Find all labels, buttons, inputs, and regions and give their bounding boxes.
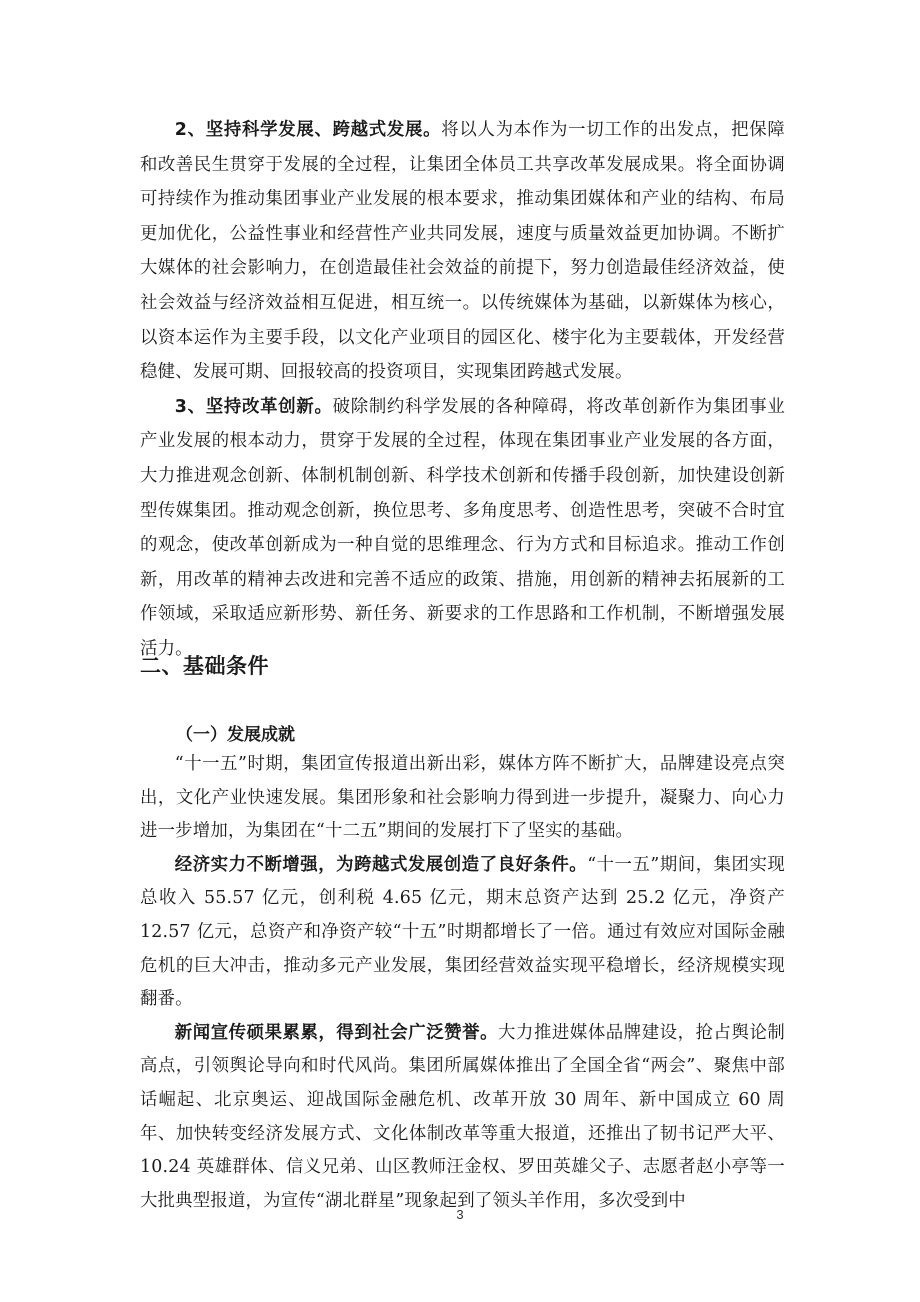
paragraph-principle-2 [140,113,785,390]
principles-section [140,113,785,667]
paragraph-body: 大力推进媒体品牌建设，抢占舆论制高点，引领舆论导向和时代风尚。集团所属媒体推出了全国全省“两会”、聚焦中部话崛起、北京奥运、迎战国际金融危机、改革开放 30 周年、新中国成立 60 周年、加快转变经济发展方式、文化体制改革等重大报道，还推出了韧书记严大平、10.24 英雄群体、信义兄弟、山区教师汪金权、罗田英雄父子、志愿者赵小亭等一大批典型报道，为宣传“湖北群星”现象起到了领头羊作用，多次受到中 [140,1022,786,1211]
paragraph-lead: 经济实力不断增强，为跨越式发展创造了良好条件。 [174,854,588,875]
paragraph-lead: 新闻宣传硕果累累，得到社会广泛赞誉。 [174,1022,499,1043]
section-title: 二、基础条件 [140,654,269,678]
paragraph-body: 破除制约科学发展的各种障碍，将改革创新作为集团事业产业发展的根本动力，贯穿于发展的全过程，体现在集团事业产业发展的各方面，大力推进观念创新、体制机制创新、科学技术创新和传播手段创新，加快建设创新型传媒集团。推动观念创新，换位思考、多角度思考、创造性思考，突破不合时宜的观念，使改革创新成为一种自觉的思维理念、行为方式和目标追求。推动工作创新，用改革的精神去改进和完善不适应的政策、措施，用创新的精神去拓展新的工作领域，采取适应新形势、新任务、新要求的工作思路和工作机制，不断增强发展活力。 [140,396,785,659]
paragraph-news [140,1017,785,1219]
achievements-section [140,748,785,1218]
subsection-title: （一）发展成就 [176,725,295,745]
paragraph-economy [140,849,785,1017]
paragraph-principle-3 [140,390,785,667]
paragraph-body: “十一五”时期，集团宣传报道出新出彩，媒体方阵不断扩大，品牌建设亮点突出，文化产业快速发展。集团形象和社会影响力得到进一步提升，凝聚力、向心力进一步增加，为集团在“十二五”期间的发展打下了坚实的基础。 [140,754,785,842]
paragraph-intro [140,748,785,849]
paragraph-lead: 2、坚持科学发展、跨越式发展。 [174,120,442,140]
paragraph-lead: 3、坚持改革创新。 [174,396,333,417]
paragraph-body: “十一五”期间，集团实现总收入 55.57 亿元，创利税 4.65 亿元，期末总资产达到 25.2 亿元，净资产12.57 亿元，总资产和净资产较“十五”时期都增长了一倍。通过有效应对国际金融危机的巨大冲击，推动多元产业发展，集团经营效益实现平稳增长，经济规模实现翻番。 [140,854,786,1010]
page-number: 3 [456,1207,464,1222]
paragraph-body: 将以人为本作为一切工作的出发点，把保障和改善民生贯穿于发展的全过程，让集团全体员工共享改革发展成果。将全面协调可持续作为推动集团事业产业发展的根本要求，推动集团媒体和产业的结构、布局更加优化，公益性事业和经营性产业共同发展，速度与质量效益更加协调。不断扩大媒体的社会影响力，在创造最佳社会效益的前提下，努力创造最佳经济效益，使社会效益与经济效益相互促进，相互统一。以传统媒体为基础，以新媒体为核心，以资本运作为主要手段，以文化产业项目的园区化、楼宇化为主要载体，开发经营稳健、发展可期、回报较高的投资项目，实现集团跨越式发展。 [140,120,785,383]
